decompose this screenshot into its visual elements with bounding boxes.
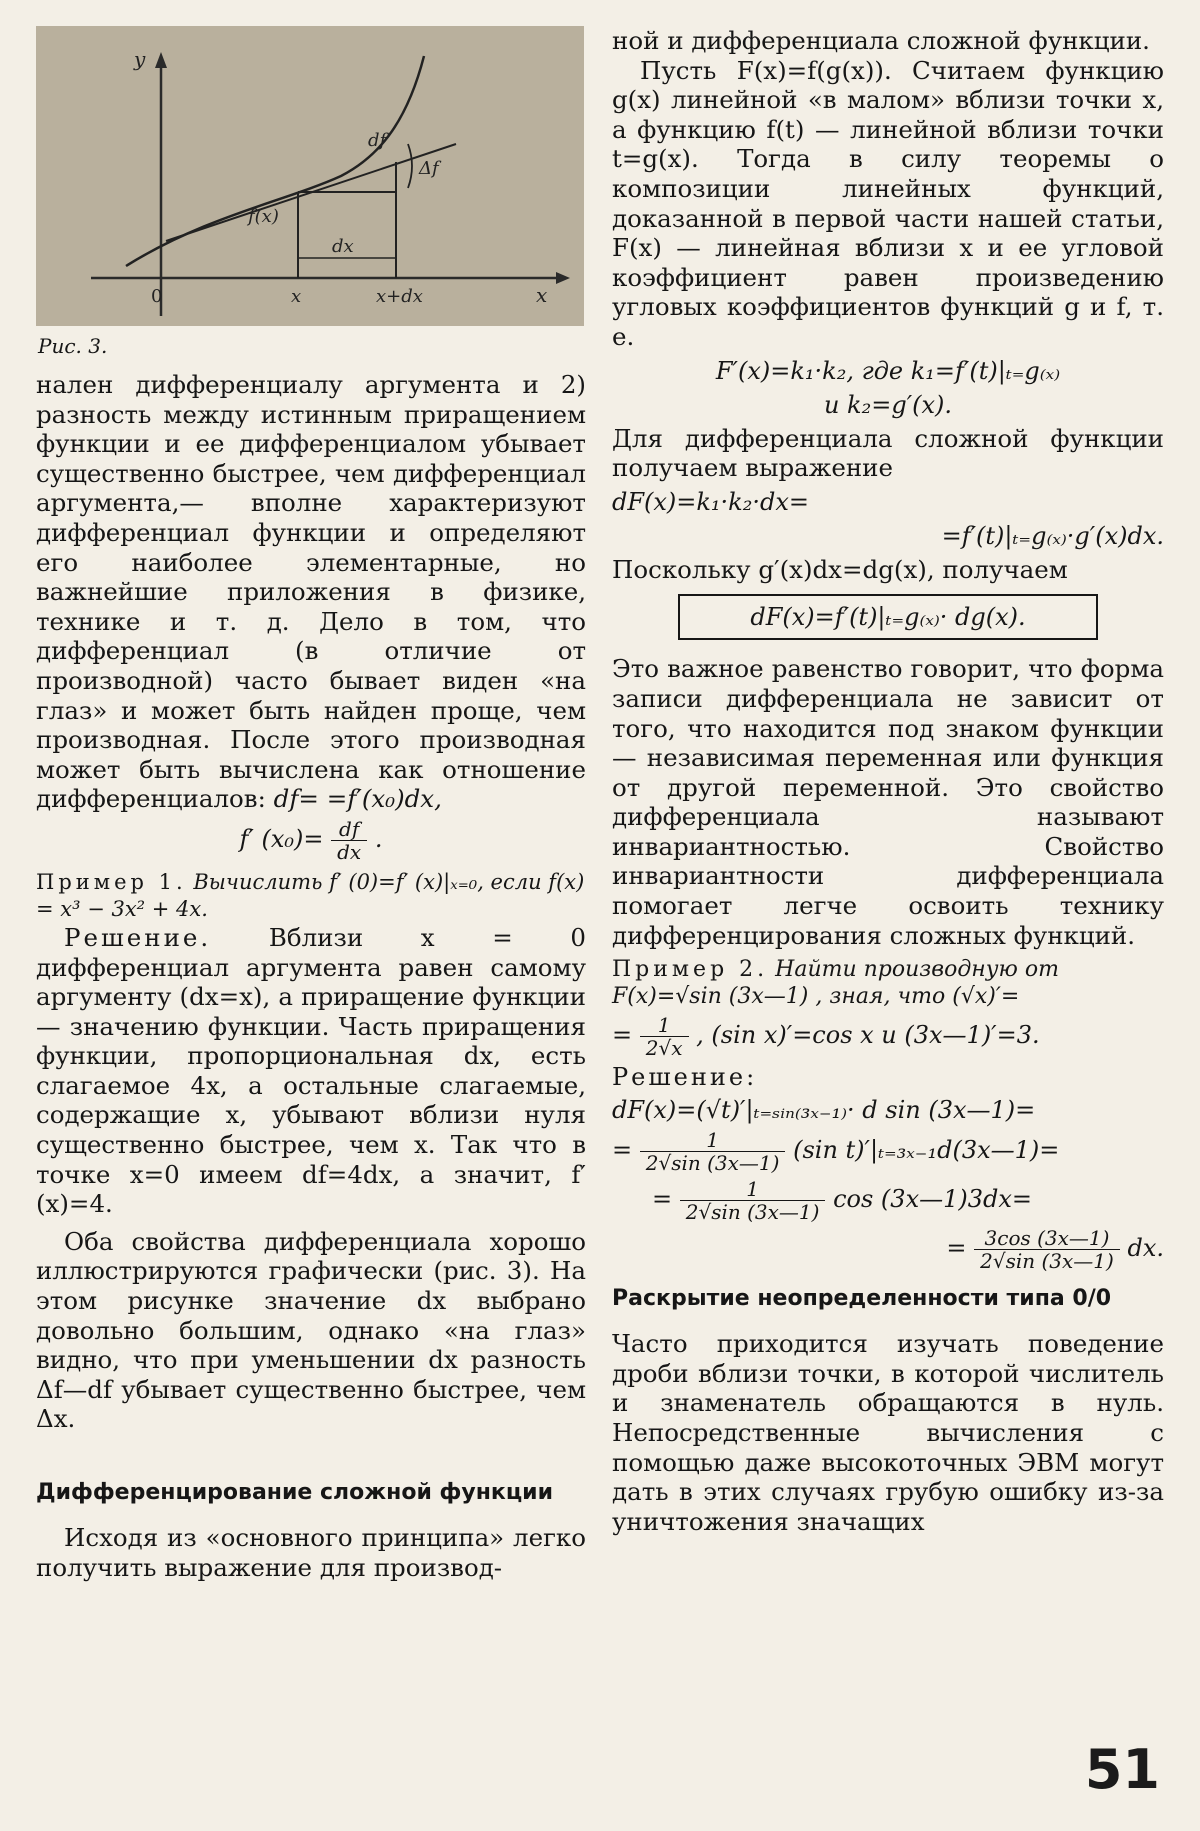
right-paragraph-4: Поскольку g′(x)dx=dg(x), получаем (612, 554, 1068, 584)
fig-label-delta-f: Δf (419, 158, 439, 179)
fig-label-f-of-x: f(x) (248, 206, 279, 227)
formula-chain-rule: F′(x)=k₁·k₂, где k₁=f′(t)|ₜ₌g₍ₓ₎ (715, 356, 1061, 385)
right-paragraph-3: Для дифференциала сложной функции получаем выражение (612, 423, 1164, 483)
differential-graph (36, 26, 584, 326)
example-1: Пример 1. Вычислить f′ (0)=f′ (x)|ₓ₌₀, если f(x) = x³ − 3x² + 4x. (36, 869, 585, 921)
fig-label-x: x (291, 286, 302, 307)
formula-dF: dF(x)=k₁·k₂·dx= (612, 487, 809, 516)
figure-3 (36, 26, 584, 326)
right-column (612, 26, 1164, 1536)
fig-label-x-axis: x (536, 283, 548, 307)
left-paragraph-2: Оба свойства дифференциала хорошо иллюстрируются графически (рис. 3). На этом рисунке значение dx выбрано довольно большим, однако «на глаз» видно, что при уменьшении dx разность Δf—df убывает существенно быстрее, чем Δx. (36, 1226, 586, 1434)
fig-label-y: y (134, 47, 146, 71)
solution-2-label: Решение: (612, 1063, 758, 1092)
solution-2-line-2: = $\frac{1}{2√\sin (3x—1)}$ (sin t)′|ₜ₌₃ₓ₋₁d(3x—1)= (612, 1128, 1060, 1176)
left-column (36, 26, 586, 1582)
left-paragraph-1: нален дифференциалу аргумента и 2) разность между истинным приращением функции и ее дифференциалом убывает существенно быстрее, чем дифференциал аргумента,— вполне характеризуют дифференциал функции и определяют его наиболее элементарные, но важнейшие приложения в физике, технике и т. д. Дело в том, что дифференциал (в отличие от производной) часто бывает виден «на глаз» и может быть найден проще, чем производная. После этого производная может быть вычислена как отношение дифференциалов: df= =f′(x₀)dx, (36, 370, 586, 814)
solution-1: Решение. Вблизи x = 0 дифференциал аргумента равен самому аргументу (dx=x), а приращение функции — значению функции. Часть приращения функции, пропорциональная dx, есть слагаемое 4x, а остальные слагаемые, содержащие x, убывают вблизи нуля существенно быстрее, чем x. Так что в точке x=0 имеем df=4dx, а значит, f′(x)=4. (36, 922, 586, 1219)
fig-label-df: df (368, 130, 387, 151)
solution-2-line-3: = $\frac{1}{2√\sin (3x—1)}$ cos (3x—1)3dx= (652, 1177, 1033, 1225)
function-curve (126, 56, 424, 266)
example-2-cont: = $\frac{1}{2√x}$ , (sin x)′=cos x и (3x—1)′=3. (612, 1013, 1040, 1061)
solution-2-line-4: = $\frac{3\cos (3x—1)}{2√\sin (3x—1)}$ dx. (946, 1226, 1164, 1274)
fig-label-dx: dx (332, 236, 354, 257)
solution-2-line-1: dF(x)=(√t)′|ₜ₌ₛᵢₙ₍₃ₓ₋₁₎· d sin (3x—1)= (612, 1096, 1036, 1125)
formula-k2: и k₂=g′(x). (823, 390, 953, 419)
right-paragraph-2: Пусть F(x)=f(g(x)). Считаем функцию g(x) линейной «в малом» вблизи точки x, а функцию f(t) — линейной вблизи точки t=g(x). Тогда в силу теоремы о композиции линейных функций, доказанной в первой части нашей статьи, F(x) — линейная вблизи x и ее угловой коэффициент равен произведению угловых коэффициентов функций g и f, т. е. (612, 55, 1164, 351)
section-heading-indeterminate: Раскрытие неопределенности типа 0/0 (612, 1286, 1112, 1312)
right-paragraph-6: Часто приходится изучать поведение дроби вблизи точки, в которой числитель и знаменатель обращаются в нуль. Непосредственные вычисления с помощью даже высокоточных ЭВМ могут дать в этих случаях грубую ошибку из-за уничтожения значащих (612, 1329, 1164, 1536)
figure-caption: Рис. 3. (38, 334, 108, 358)
example-2: Пример 2. Найти производную от F(x)=√sin (3x—1) , зная, что (√x)′= (612, 957, 1060, 1010)
boxed-formula: dF(x)=f′(t)|ₜ₌g₍ₓ₎· dg(x). (678, 594, 1098, 640)
right-paragraph-1: ной и дифференциала сложной функции. (612, 26, 1150, 55)
fig-label-x-plus-dx: x+dx (376, 286, 423, 307)
formula-dF-cont: =f′(t)|ₜ₌g₍ₓ₎·g′(x)dx. (941, 521, 1164, 550)
fig-label-origin: 0 (151, 286, 163, 307)
right-paragraph-5: Это важное равенство говорит, что форма записи дифференциала не зависит от того, что находится под знаком функции — независимая переменная или функция от другой переменной. Это свойство дифференциала называют инвариантностью. Свойство инвариантности дифференциала помогает легче освоить технику дифференцирования сложных функций. (612, 654, 1164, 950)
page-number: 51 (1084, 1738, 1160, 1801)
left-paragraph-3: Исходя из «основного принципа» легко получить выражение для производ- (36, 1523, 586, 1582)
derivative-ratio-formula: f′ (x₀)= $\frac{df}{dx}$ . (239, 816, 383, 864)
section-heading-composite-function: Дифференцирование сложной функции (36, 1480, 553, 1505)
